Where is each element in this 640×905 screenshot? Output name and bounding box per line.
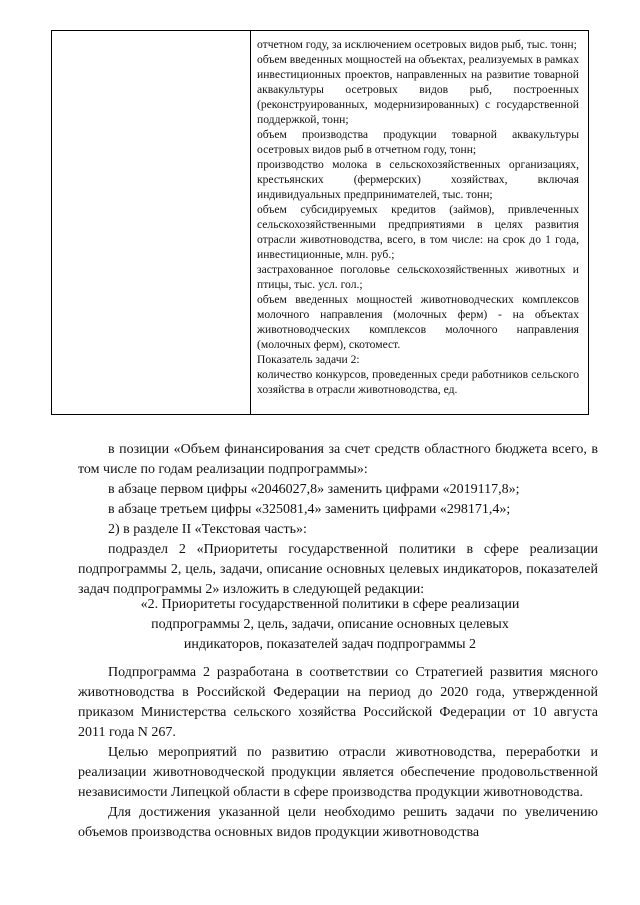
indicator-subheading: Показатель задачи 2:	[257, 353, 360, 366]
paragraph: подраздел 2 «Приоритеты государственной политики в сфере реализации подпрограммы 2, цель, задачи, описание основных целевых индикаторов, показателей задач подпрограммы 2» изложить в следующей редакции:	[78, 542, 598, 597]
paragraph: в абзаце третьем цифры «325081,4» заменить цифрами «298171,4»;	[108, 502, 511, 517]
section-body	[78, 663, 598, 843]
heading-line: «2. Приоритеты государственной политики в сфере реализации	[140, 597, 520, 612]
indicator-item: объем введенных мощностей на объектах, реализуемых в рамках инвестиционных проектов, направленных на развитие товарной аквакультуры осетровых видов рыб, построенных (реконструированных, модернизированных) с государственной поддержкой, тонн;	[257, 53, 579, 126]
table-right-cell	[257, 37, 579, 397]
amendment-paragraphs	[78, 440, 598, 600]
section-heading	[100, 595, 560, 655]
heading-line: подпрограммы 2, цель, задачи, описание основных целевых	[151, 617, 509, 632]
indicator-item: отчетном году, за исключением осетровых видов рыб, тыс. тонн;	[257, 38, 577, 51]
indicator-item: объем субсидируемых кредитов (займов), привлеченных сельскохозяйственными предприятиями в целях развития отрасли животноводства, всего, в том числе: на срок до 1 года, инвестиционные, млн. руб.;	[257, 203, 579, 261]
table-column-divider	[250, 31, 251, 414]
indicators-table	[51, 30, 589, 415]
indicator-item: застрахованное поголовье сельскохозяйственных животных и птицы, тыс. усл. гол.;	[257, 263, 579, 291]
indicator-item: объем введенных мощностей животноводческих комплексов молочного направления (молочных ферм) - на объектах животноводческих комплексов молочного направления (молочных ферм), скотомест.	[257, 293, 579, 351]
indicator-item: объем производства продукции товарной аквакультуры осетровых видов рыб в отчетном году, тонн;	[257, 128, 579, 156]
paragraph: Подпрограмма 2 разработана в соответствии со Стратегией развития мясного животноводства в Российской Федерации на период до 2020 года, утвержденной приказом Министерства сельского хозяйства Российской Федерации от 10 августа 2011 года N 267.	[78, 665, 598, 740]
heading-line: индикаторов, показателей задач подпрограммы 2	[183, 637, 477, 652]
indicator-item: производство молока в сельскохозяйственных организациях, крестьянских (фермерских) хозяйствах, включая индивидуальных предпринимателей, тыс. тонн;	[257, 158, 579, 201]
paragraph: 2) в разделе II «Текстовая часть»:	[108, 522, 307, 537]
paragraph: в позиции «Объем финансирования за счет средств областного бюджета всего, в том числе по годам реализации подпрограммы»:	[78, 442, 598, 477]
indicator-item: количество конкурсов, проведенных среди работников сельского хозяйства в отрасли животноводства, ед.	[257, 368, 579, 396]
paragraph: в абзаце первом цифры «2046027,8» заменить цифрами «2019117,8»;	[108, 482, 520, 497]
paragraph: Целью мероприятий по развитию отрасли животноводства, переработки и реализации животноводческой продукции является обеспечение продовольственной независимости Липецкой области в сфере производства продукции животноводства.	[78, 745, 598, 800]
paragraph: Для достижения указанной цели необходимо решить задачи по увеличению объемов производства основных видов продукции животноводства	[78, 805, 598, 840]
